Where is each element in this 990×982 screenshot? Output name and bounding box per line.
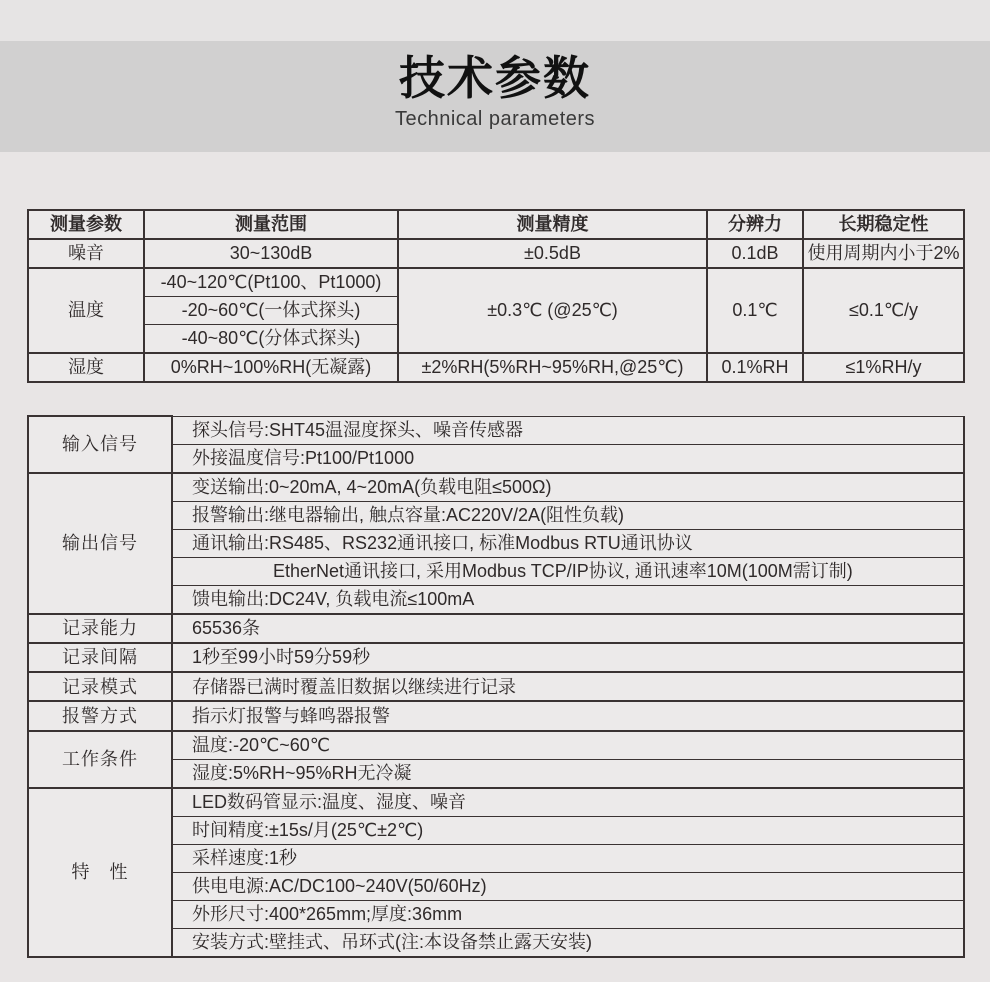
detail-value: 报警输出:继电器输出, 触点容量:AC220V/2A(阻性负载) <box>172 501 964 529</box>
top-strip <box>0 0 990 41</box>
detail-value: 1秒至99小时59分59秒 <box>172 643 964 672</box>
detail-row <box>28 672 964 701</box>
detail-value: 外形尺寸:400*265mm;厚度:36mm <box>172 900 964 928</box>
spec-header-accuracy: 测量精度 <box>398 210 707 239</box>
spec-header-range: 测量范围 <box>144 210 398 239</box>
detail-value: 时间精度:±15s/月(25℃±2℃) <box>172 816 964 844</box>
humidity-param: 湿度 <box>28 353 144 382</box>
detail-value: 温度:-20℃~60℃ <box>172 731 964 760</box>
temperature-stability: ≤0.1℃/y <box>803 268 964 353</box>
detail-label-alarm-mode: 报警方式 <box>28 701 172 730</box>
spec-header-resolution: 分辨力 <box>707 210 803 239</box>
detail-value: 65536条 <box>172 614 964 643</box>
humidity-resolution: 0.1%RH <box>707 353 803 382</box>
detail-label-working-conditions: 工作条件 <box>28 731 172 788</box>
humidity-range: 0%RH~100%RH(无凝露) <box>144 353 398 382</box>
spec-header-stability: 长期稳定性 <box>803 210 964 239</box>
noise-range: 30~130dB <box>144 239 398 268</box>
detail-label-features: 特 性 <box>28 788 172 957</box>
temperature-range-3: -40~80℃(分体式探头) <box>144 324 398 352</box>
detail-label-record-capacity: 记录能力 <box>28 614 172 643</box>
detail-row <box>28 701 964 730</box>
temperature-range-1: -40~120℃(Pt100、Pt1000) <box>144 268 398 296</box>
detail-value: 探头信号:SHT45温湿度探头、噪音传感器 <box>172 416 964 444</box>
spec-row-humidity <box>28 353 964 382</box>
detail-value: 存储器已满时覆盖旧数据以继续进行记录 <box>172 672 964 701</box>
detail-value: 供电电源:AC/DC100~240V(50/60Hz) <box>172 872 964 900</box>
temperature-accuracy: ±0.3℃ (@25℃) <box>398 268 707 353</box>
title-band <box>0 41 990 152</box>
detail-value: 通讯输出:RS485、RS232通讯接口, 标准Modbus RTU通讯协议 <box>172 529 964 557</box>
humidity-stability: ≤1%RH/y <box>803 353 964 382</box>
detail-row <box>28 643 964 672</box>
noise-stability: 使用周期内小于2% <box>803 239 964 268</box>
spec-header-row <box>28 210 964 239</box>
temperature-resolution: 0.1℃ <box>707 268 803 353</box>
detail-value: 湿度:5%RH~95%RH无冷凝 <box>172 759 964 788</box>
noise-accuracy: ±0.5dB <box>398 239 707 268</box>
spec-header-param: 测量参数 <box>28 210 144 239</box>
detail-value: 安装方式:壁挂式、吊环式(注:本设备禁止露天安装) <box>172 928 964 957</box>
detail-row <box>28 731 964 760</box>
detail-label-input-signal: 输入信号 <box>28 416 172 473</box>
temperature-range-2: -20~60℃(一体式探头) <box>144 297 398 325</box>
detail-value: 指示灯报警与蜂鸣器报警 <box>172 701 964 730</box>
detail-row <box>28 788 964 817</box>
detail-label-record-interval: 记录间隔 <box>28 643 172 672</box>
noise-resolution: 0.1dB <box>707 239 803 268</box>
page-subtitle: Technical parameters <box>394 107 596 130</box>
temperature-param: 温度 <box>28 268 144 353</box>
detail-value: 馈电输出:DC24V, 负载电流≤100mA <box>172 585 964 614</box>
measurement-spec-table <box>27 209 965 383</box>
humidity-accuracy: ±2%RH(5%RH~95%RH,@25℃) <box>398 353 707 382</box>
spec-row-noise <box>28 239 964 268</box>
page-title: 技术参数 <box>399 52 591 104</box>
detail-value: EtherNet通讯接口, 采用Modbus TCP/IP协议, 通讯速率10M(100M需订制) <box>172 557 964 585</box>
detail-row <box>28 614 964 643</box>
detail-value: 外接温度信号:Pt100/Pt1000 <box>172 444 964 473</box>
detail-value: 变送输出:0~20mA, 4~20mA(负载电阻≤500Ω) <box>172 473 964 502</box>
detail-label-output-signal: 输出信号 <box>28 473 172 614</box>
detail-spec-table <box>27 415 965 958</box>
spec-row-temperature-1 <box>28 268 964 296</box>
noise-param: 噪音 <box>28 239 144 268</box>
detail-row <box>28 416 964 444</box>
detail-value: 采样速度:1秒 <box>172 844 964 872</box>
detail-row <box>28 473 964 502</box>
detail-label-record-mode: 记录模式 <box>28 672 172 701</box>
detail-value: LED数码管显示:温度、湿度、噪音 <box>172 788 964 817</box>
